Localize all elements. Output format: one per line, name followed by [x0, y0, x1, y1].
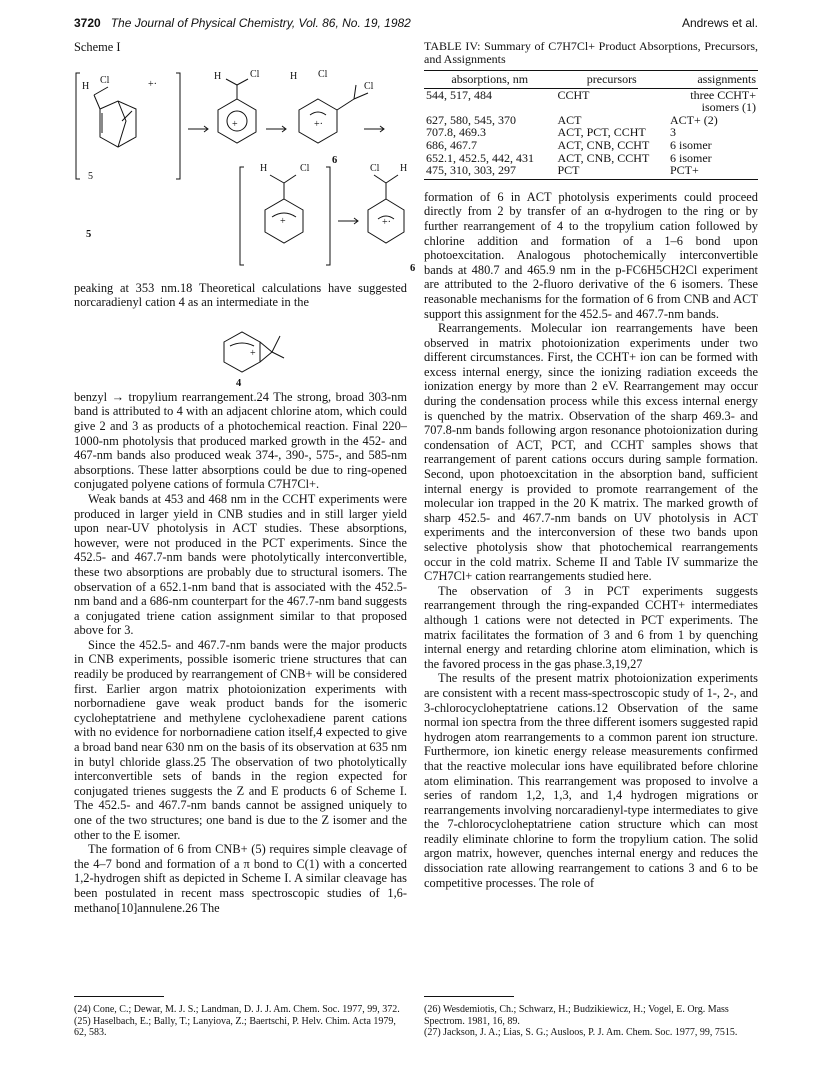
table-cell: 686, 467.7	[426, 137, 477, 152]
svg-text:+: +	[250, 347, 256, 359]
compound-label-5: 5	[86, 228, 92, 240]
svg-text:H: H	[82, 80, 90, 92]
svg-text:+·: +·	[314, 118, 323, 130]
footnote: (26) Wesdemiotis, Ch.; Schwarz, H.; Budzikiewicz, H.; Vogel, E. Org. Mass Spectrom. 1981, 16, 89.	[424, 1004, 729, 1027]
svg-text:5: 5	[88, 170, 93, 182]
journal-citation: The Journal of Physical Chemistry, Vol. 86, No. 19, 1982	[110, 16, 411, 30]
right-paragraph-2: Rearrangements. Molecular ion rearrangements have been observed in matrix photoionization experiments under two different circumstances. First, the CCHT+ ion can be formed with excess internal energy, since the ionizing radiation exceeds the ionization energy by more than 2 eV. Rearrangement may occur during the condensation process while this excess internal energy is quenched by the matrix. Observation of the sharp 469.3- and 707.8-nm bands following argon resonance photoionization during condensation of ACT, PCT, and CCHT samples shows that rearrangement of parent cations occurs during sample formation. Second, upon photoexcitation in the absorption band, sufficient internal energy is provided to promote rearrangement of the molecular ion trapped in the 20 K matrix. The marked growth of sharp 452.5- and 467.7-nm bands on UV photolysis in ACT experiments and the interconversion of these two bands upon selective photolysis show that photochemical rearrangements occur in the cold matrix. Scheme II and Table IV summarize the C7H7Cl+ cation rearrangements studied here.	[424, 321, 758, 584]
table-row	[424, 88, 758, 114]
svg-text:Cl: Cl	[250, 68, 260, 80]
table-cell: three CCHT+ isomers (1)	[690, 87, 756, 115]
left-paragraph-3: Weak bands at 453 and 468 nm in the CCHT experiments were produced in larger yield in CNB studies and in still larger yield upon near-UV photolysis in ACT studies. These absorptions, however, were not produced in the PCT experiments. Since the 452.5- and 467.7-nm bands were photolytically interconvertible, these two absorptions are probably due to structural isomers. The observation of a 652.1-nm band that is associated with the 452.5-nm band and a 686-nm counterpart for the 467.7-nm band suggests a conjugated triene cation assignment similar to that proposed above for 3.	[74, 491, 407, 638]
svg-text:+·: +·	[148, 78, 157, 90]
running-authors: Andrews et al.	[681, 16, 758, 30]
left-paragraph-4: Since the 452.5- and 467.7-nm bands were the major products in CNB experiments, possible isomeric triene structures that can readily be produced by rearrangement of CNB+ will be considered first. Earlier argon matrix photoionization experiments with norbornadiene gave weak product bands for the isomeric cycloheptatriene and methylene cyclohexadiene parent cations with no evidence for norbornadiene cation itself,4 expected to give a broad band near 630 nm on the basis of its observation at 635 nm in butyl chloride glass.25 The observation of two photolytically interconvertible sets of bands in the region expected for conjugated trienes suggests the Z and E products 6 of Scheme I. The 452.5- and 467.7-nm bands cannot be assigned uniquely to one of the two structures; one band is due to the Z isomer and the other to the E isomer.	[74, 637, 407, 842]
svg-text:Cl: Cl	[300, 162, 310, 174]
left-paragraph-5: The formation of 6 from CNB+ (5) requires simple cleavage of the 4–7 bond and formation of a π bond to C(1) with a concerted 1,2-hydrogen shift as depicted in Scheme I. A similar cleavage has been postulated in recent mass spectroscopic studies of 1,6-methano[10]annulene.26 The	[74, 842, 407, 915]
column-header: absorptions, nm	[424, 71, 556, 89]
table-cell: ACT, CNB, CCHT	[557, 137, 650, 152]
svg-text:H: H	[260, 162, 268, 174]
footnotes-right	[424, 1004, 758, 1039]
table-cell: PCT+	[668, 164, 758, 179]
table-cell: 6 isomer	[670, 137, 712, 152]
table-row	[424, 139, 758, 152]
table-row	[424, 164, 758, 179]
compound-label-6a: 6	[332, 154, 338, 166]
compound-label-6b: 6	[410, 262, 416, 274]
table-cell: 707.8, 469.3	[426, 125, 486, 140]
svg-text:+·: +·	[382, 216, 391, 228]
scheme-title: Scheme I	[74, 40, 121, 54]
left-paragraph-2: benzyl → tropylium rearrangement.24 The strong, broad 303-nm band is attributed to 4 with an adjacent chlorine atom, which could give 2 and 3 as products of a photochemical reaction. Final 220–1000-nm photolysis that produced marked growth in the 452- and 467-nm bands also produced weak 374-, 390-, 575-, and 585-nm absorptions. These latter absorptions could be due to ring-opened conjugated polyene cations of formula C7H7Cl+.	[74, 389, 407, 492]
right-column	[424, 40, 758, 890]
table-cell: 6 isomer	[670, 150, 712, 165]
svg-text:H: H	[290, 70, 298, 82]
left-paragraph-1: peaking at 353 nm.18 Theoretical calculations have suggested norcaradienyl cation 4 as an intermediate in the	[74, 280, 407, 310]
table-cell: ACT	[557, 112, 582, 127]
table-title: TABLE IV: Summary of C7H7Cl+ Product Absorptions, Precursors, and Assignments	[424, 39, 758, 66]
svg-text:+: +	[280, 215, 286, 227]
page-number: 3720	[74, 16, 101, 30]
svg-text:Cl: Cl	[318, 68, 328, 80]
right-paragraph-3: The observation of 3 in PCT experiments suggests rearrangement through the ring-expanded CCHT+ intermediates although 1 cations were not detected in PCT experiments. The matrix facilitates the formation of 3 and 6 from 1 by quenching internal energy and retarding chlorine atom elimination, which is the favored process in the gas phase.3,19,27	[424, 583, 758, 671]
table-cell: ACT, CNB, CCHT	[557, 150, 650, 165]
footnote-rule-left	[74, 996, 164, 997]
footnote: (24) Cone, C.; Dewar, M. J. S.; Landman, D. J. J. Am. Chem. Soc. 1977, 99, 372.	[74, 1004, 400, 1015]
column-header: assignments	[668, 71, 758, 89]
table-cell: ACT, PCT, CCHT	[557, 125, 646, 140]
scheme-diagram	[74, 59, 416, 274]
table-cell: 544, 517, 484	[426, 87, 492, 102]
right-paragraph-4: The results of the present matrix photoionization experiments are consistent with a recent mass-spectroscopic study of 1-, 2-, and 3-chlorocycloheptatriene cations.12 Observation of the same normal ion spectra from the three different isomers suggested rapid hydrogen atom rearrangements to a common parent ion structure. Furthermore, ion kinetic energy release measurements confirmed that the reactive molecular ions have equilibrated before chlorine atom elimination. This rearrangement was proposed to involve a series of random 1,2, 1,3, and 1,4 hydrogen migrations or rearrangements involving norcaradienyl-type intermediates to give the 7-chlorocycloheptatriene cation structure which can most readily eliminate chlorine to form the tropylium cation. The solid argon matrix, however, quenches internal energy and reduces the dissociation rate allowing rearrangement to cations 3 and 6 to be competitive processes. The role of	[424, 671, 758, 890]
table-cell: 3	[670, 125, 676, 140]
right-paragraph-1: formation of 6 in ACT photolysis experiments could proceed directly from 2 by transfer of an α-hydrogen to the ring or by further rearrangement of 4 to the tropylium cation followed by chlorine addition and formation of a 1–6 bond upon photoexcitation. Analogous photochemically interconvertible bands at 480.7 and 465.9 nm in the p-FC6H5CH2Cl experiment are attributed to the 2-fluoro derivative of the 6 isomers. These reasonable mechanisms for the formation of 6 from CNB and ACT support this assignment for the 452.5- and 467.7-nm bands.	[424, 189, 758, 321]
svg-text:H: H	[400, 162, 408, 174]
column-header: precursors	[556, 71, 669, 89]
svg-text:Cl: Cl	[100, 74, 110, 86]
table-cell: CCHT	[557, 87, 590, 102]
table-cell: ACT+ (2)	[670, 112, 718, 127]
footnotes-left	[74, 1004, 407, 1039]
svg-text:+: +	[232, 118, 238, 130]
table-cell: 475, 310, 303, 297	[424, 164, 556, 179]
footnote-rule-right	[424, 996, 514, 997]
svg-text:H: H	[214, 70, 222, 82]
product-table	[424, 70, 758, 180]
footnote: (27) Jackson, J. A.; Lias, S. G.; Ausloos, P. J. Am. Chem. Soc. 1977, 99, 7515.	[424, 1027, 738, 1038]
table-cell: PCT	[556, 164, 669, 179]
structure-4	[74, 316, 407, 388]
footnote: (25) Haselbach, E.; Bally, T.; Lanyiova, Z.; Baertschi, P. Helv. Chim. Acta 1979, 62, 583.	[74, 1015, 396, 1038]
compound-label-4: 4	[236, 377, 242, 389]
left-column	[74, 40, 416, 915]
table-header-row	[424, 71, 758, 89]
page-header	[74, 16, 758, 32]
table-cell: 627, 580, 545, 370	[426, 112, 516, 127]
table-cell: 652.1, 452.5, 442, 431	[426, 150, 534, 165]
svg-text:Cl: Cl	[370, 162, 380, 174]
svg-text:Cl: Cl	[364, 80, 374, 92]
